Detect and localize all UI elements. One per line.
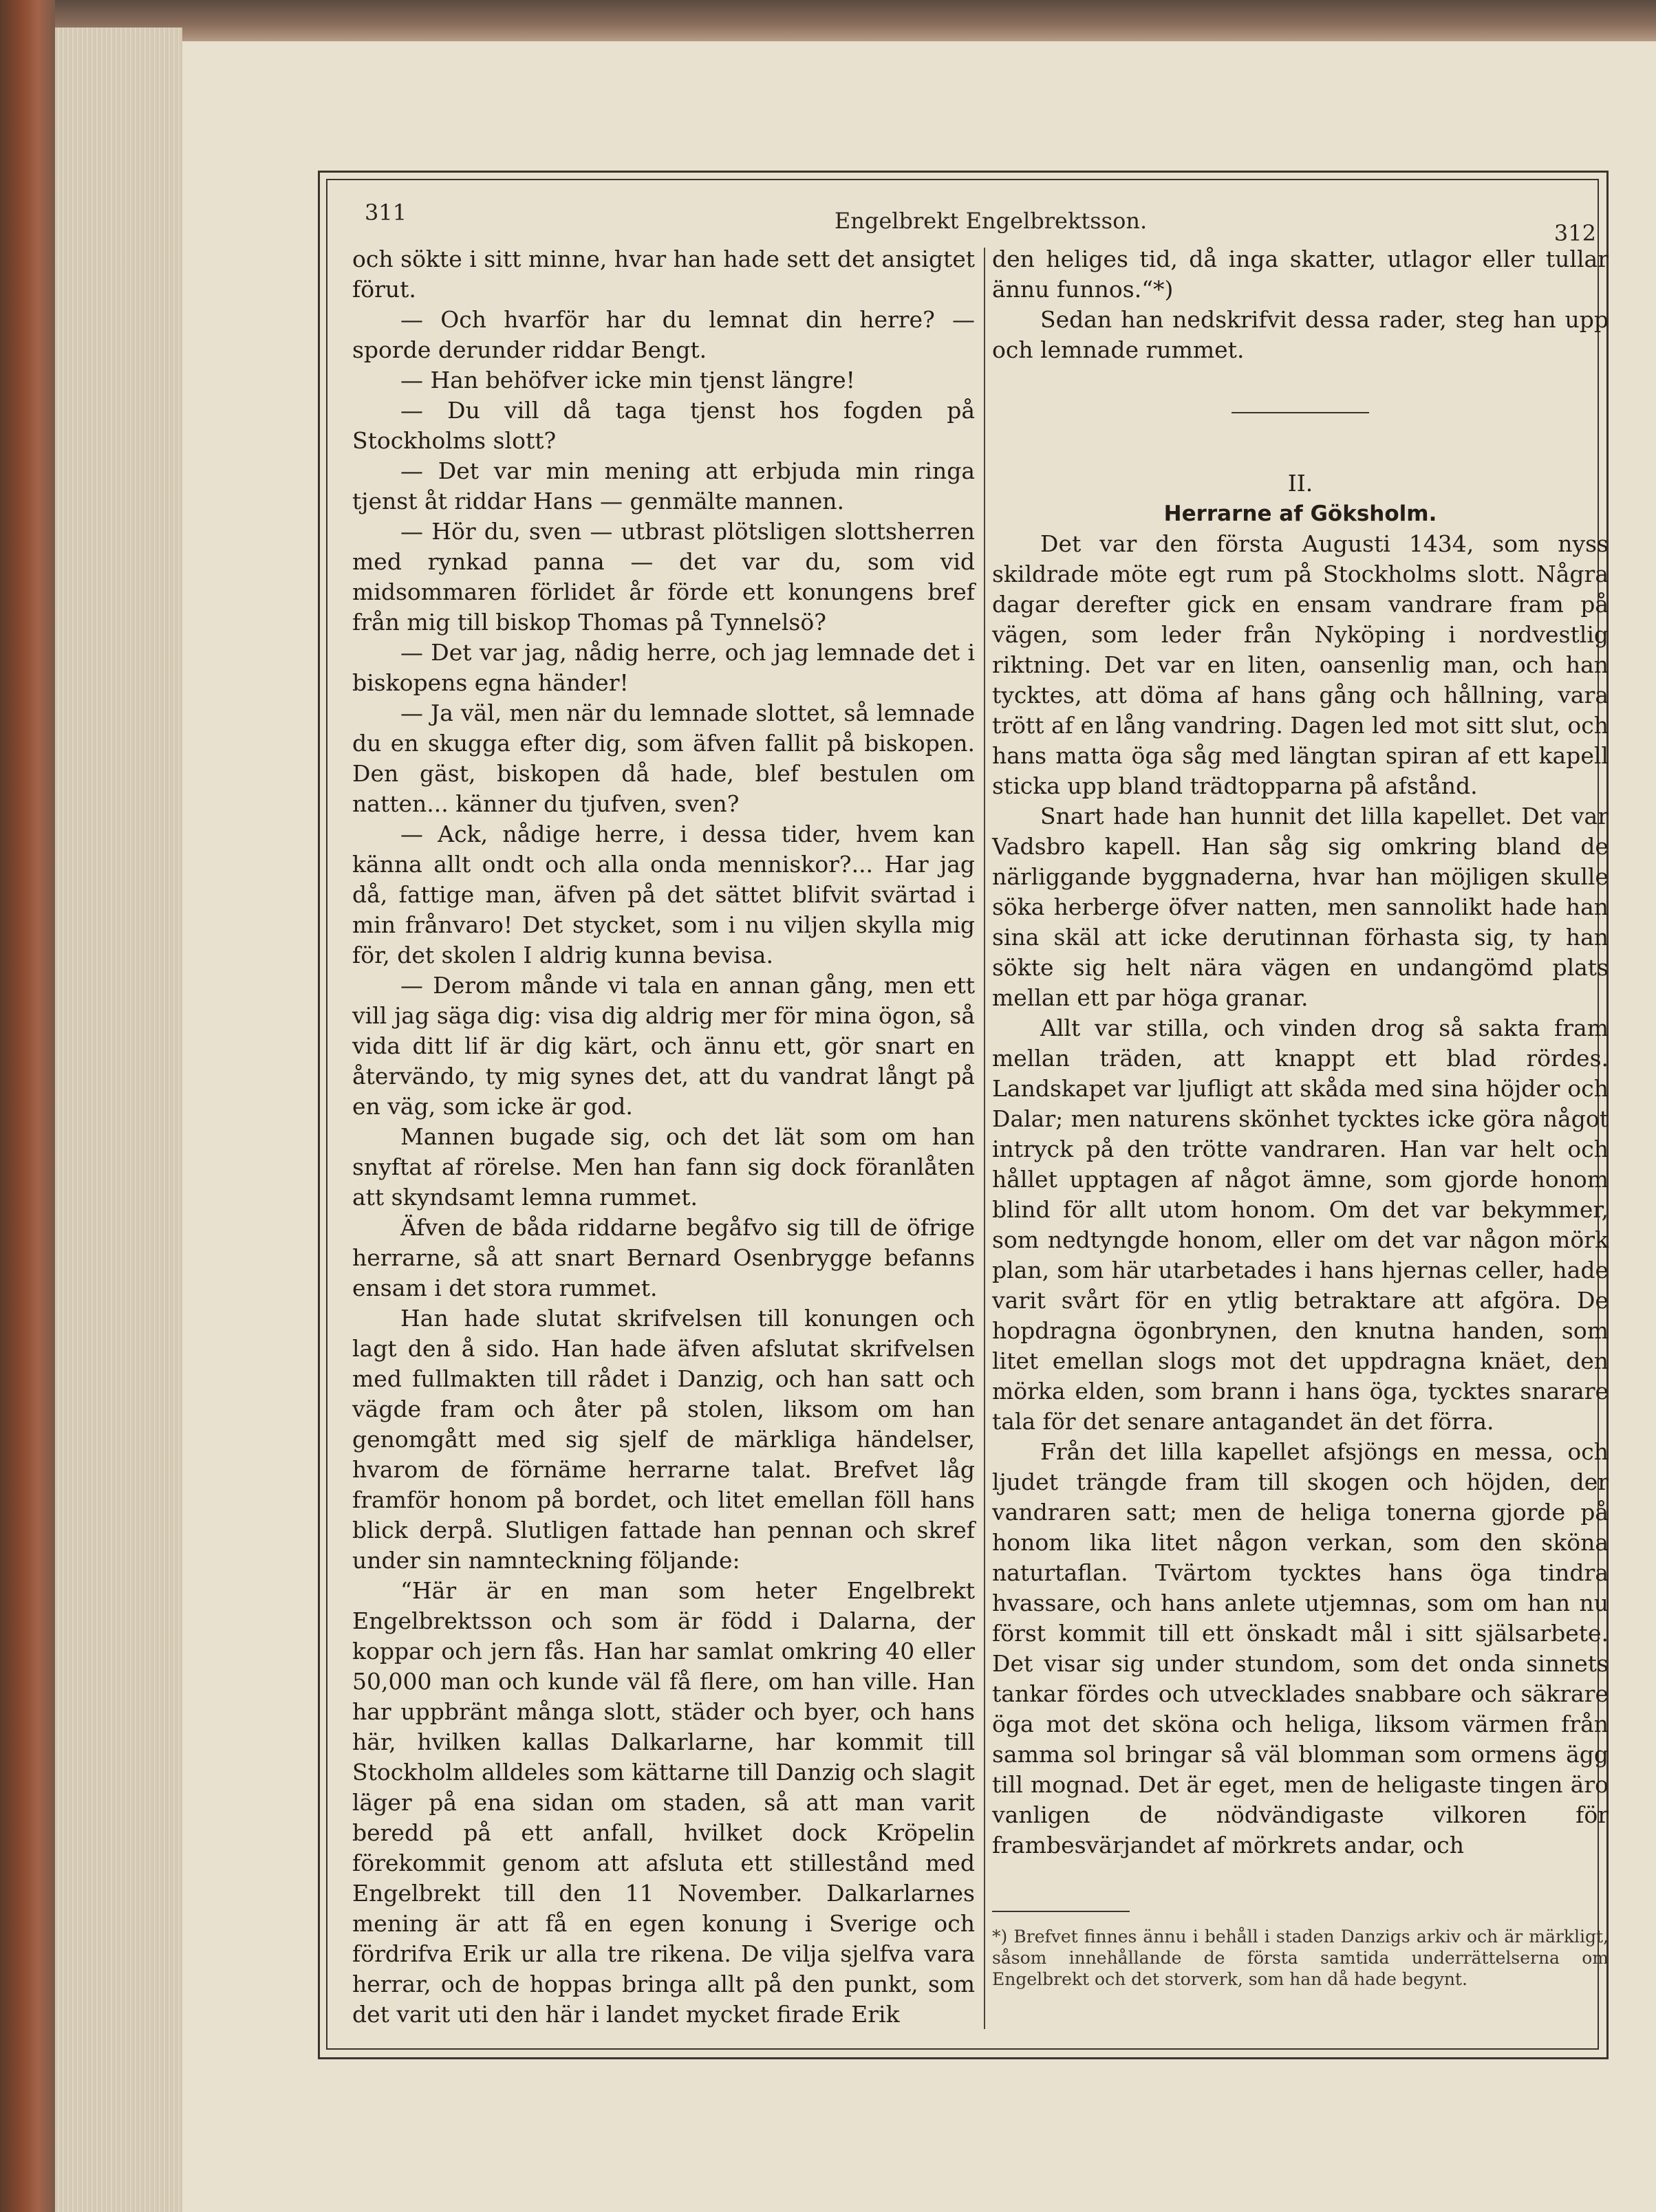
section-number: II. [1287,470,1313,497]
footnote: *) Brefvet finnes ännu i behåll i staden Danzigs arkiv och är märkligt, såsom innehållande de första samtida underrättelserna om Engelbrekt och det storverk, som han då hade begynt. [992,1927,1609,1989]
right-column-top [992,244,1609,365]
paragraph: den heliges tid, då inga skatter, utlagor eller tullar ännu funnos.“*) [992,246,1609,303]
paragraph: — Hör du, sven — utbrast plötsligen slottsherren med rynkad panna — det var du, som vid midsommaren förlidet år förde ett konungens bref från mig till biskop Thomas på Tynnelsö? [352,518,975,636]
right-page-number: 312 [1553,220,1596,246]
paragraph: Från det lilla kapellet afsjöngs en messa, och ljudet trängde fram till skogen och höjden, der vandraren satt; men de heliga tonerna gjorde på honom lika litet någon verkan, som den sköna naturtaflan. Tvärtom tycktes hans öga tindra hvassare, och hans anlete utjemnas, som om han nu först kommit till ett önskadt mål i sitt själsarbete. Det visar sig under stundom, som det onda sinnets tankar fördes och utvecklades snabbare och säkrare öga mot det sköna och heliga, liksom värmen från samma sol bringar så väl blomman som ormens ägg till mognad. Det är eget, men de heligaste tingen äro vanligen de nödvändigaste vilkoren för frambesvärjandet af mörkrets andar, och [992,1438,1609,1858]
running-title: Engelbrekt Engelbrektsson. [834,208,1148,234]
paragraph: — Du vill då taga tjenst hos fogden på Stockholms slott? [352,397,975,454]
paragraph: Det var den första Augusti 1434, som nyss skildrade möte egt rum på Stockholms slott. Några dagar derefter gick en ensam vandrare fram på vägen, som leder från Nyköping i nordvestlig riktning. Det var en liten, oansenlig man, och han tycktes, att döma af hans gång och hållning, vara trött af en lång vandring. Dagen led mot sitt slut, och hans matta öga såg med längtan spiran af ett kapell sticka upp bland trädtopparna på afstånd. [992,530,1609,799]
paragraph: och sökte i sitt minne, hvar han hade sett det ansigtet förut. [352,246,975,303]
paragraph: — Ack, nådige herre, i dessa tider, hvem kan känna allt ondt och alla onda menniskor?... Har jag då, fattige man, äfven på det sättet blifvit svärtad i min frånvaro! Det stycket, som i nu viljen skylla mig för, det skolen I aldrig kunna bevisa. [352,821,975,968]
paragraph: Sedan han nedskrifvit dessa rader, steg han upp och lemnade rummet. [992,306,1609,363]
footnote-rule [992,1911,1130,1912]
paragraph: Allt var stilla, och vinden drog så sakta fram mellan träden, att knappt ett blad rördes. Landskapet var ljufligt att skåda med sina höjder och Dalar; men naturens skönhet tycktes icke göra något intryck på den trötte vandraren. Han var helt och hållet upptagen af något ämne, som gjorde honom blind för allt utom honom. Om det var bekymmer, som nedtyngde honom, eller om det var någon mörk plan, som här utarbetades i hans hjernas celler, hade varit svårt för en ytlig betraktare att afgöra. De hopdragna ögonbrynen, den knutna handen, som litet emellan slogs mot det uppdragna knäet, den mörka elden, som brann i hans öga, tycktes snarare tala för det senare antagandet än det förra. [992,1015,1609,1435]
book-top-edge [55,0,1656,41]
right-column [992,244,1609,1861]
section-title: Herrarne af Göksholm. [1163,501,1437,526]
paragraph: Han hade slutat skrifvelsen till konungen och lagt den å sido. Han hade äfven afslutat skrifvelsen med fullmakten till rådet i Danzig, och han satt och vägde fram och åter på stolen, liksom om han genomgått med sig sjelf de märkliga händelser, hvarom de förnäme herrarne talat. Brefvet låg framför honom på bordet, och litet emellan föll hans blick derpå. Slutligen fattade han pennan och skref under sin namnteckning följande: [352,1305,975,1574]
paragraph: — Ja väl, men när du lemnade slottet, så lemnade du en skugga efter dig, som äfven fallit på biskopen. Den gäst, biskopen då hade, blef bestulen om natten... känner du tjufven, sven? [352,700,975,817]
page-edges [55,28,182,2212]
paragraph: — Derom månde vi tala en annan gång, men ett vill jag säga dig: visa dig aldrig mer för mina ögon, så vida ditt lif är dig kärt, och ännu ett, gör snart en återvändo, ty mig synes det, att du vandrat långt på en väg, som icke är god. [352,972,975,1120]
paragraph: Mannen bugade sig, och det lät som om han snyftat af rörelse. Men han fann sig dock föranlåten att skyndsamt lemna rummet. [352,1123,975,1211]
book-spine [0,0,55,2212]
section-divider-rule [1232,412,1369,413]
paragraph: Snart hade han hunnit det lilla kapellet. Det var Vadsbro kapell. Han såg sig omkring bland de närliggande byggnaderna, hvar han möjligen skulle söka herberge öfver natten, men sannolikt hade han sina skäl att icke derutinnan förhasta sig, ty han sökte sig helt nära vägen en undangömd plats mellan ett par höga granar. [992,803,1609,1011]
paragraph: “Här är en man som heter Engelbrekt Engelbrektsson och som är född i Dalarna, der koppar och jern fås. Han har samlat omkring 40 eller 50,000 man och kunde väl få flere, om han ville. Han har uppbränt många slott, städer och byer, och hans här, hvilken kallas Dalkarlarne, har kommit till Stockholm alldeles som kättarne till Danzig och slagit läger på ena sidan om staden, så att man varit beredd på ett anfall, hvilket dock Kröpelin förekommit genom att afsluta ett stillestånd med Engelbrekt till den 11 November. Dalkarlarnes mening är att få en egen konung i Sverige och fördrifva Erik ur alla tre rikena. De vilja sjelfva vara herrar, och de hoppas bringa allt på den punkt, som det varit uti den här i landet mycket firade Erik [352,1577,975,2028]
left-page-number: 311 [365,199,407,226]
paragraph: — Och hvarför har du lemnat din herre? — sporde derunder riddar Bengt. [352,306,975,363]
paragraph: — Han behöfver icke min tjenst längre! [400,367,855,393]
left-column [352,244,975,2030]
right-column-body [992,529,1609,1861]
page-header [365,199,1617,246]
column-divider [984,248,985,2029]
paragraph: — Det var min mening att erbjuda min ringa tjenst åt riddar Hans — genmälte mannen. [352,457,975,514]
paragraph: — Det var jag, nådig herre, och jag lemnade det i biskopens egna händer! [352,639,975,696]
paragraph: Äfven de båda riddarne begåfvo sig till de öfrige herrarne, så att snart Bernard Osenbrygge befanns ensam i det stora rummet. [352,1214,975,1301]
